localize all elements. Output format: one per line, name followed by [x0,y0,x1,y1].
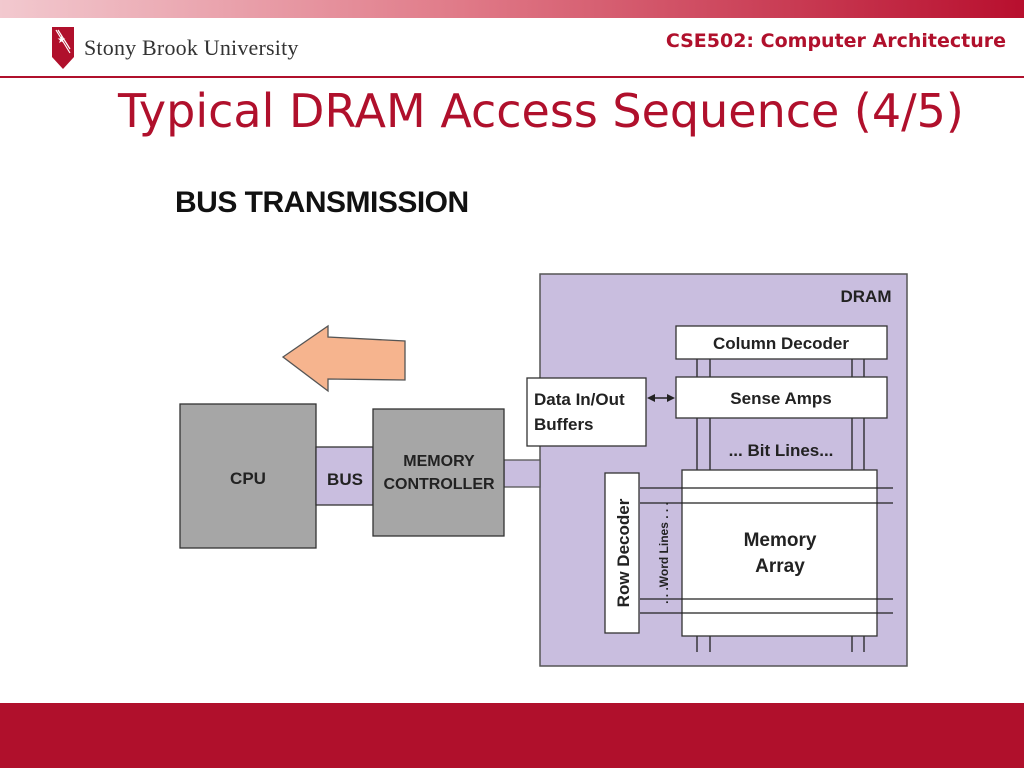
university-name: Stony Brook University [84,35,299,60]
memory-controller-label-line1: MEMORY [403,453,475,470]
dram-bus-connector [504,460,540,487]
memory-array-label-line1: Memory [743,530,817,551]
cpu-label: CPU [230,469,266,488]
section-heading: BUS TRANSMISSION [175,186,469,219]
sense-amps-label: Sense Amps [730,389,832,408]
data-buffers-box [527,378,646,446]
footer-band [0,703,1024,768]
memory-controller-label-line2: CONTROLLER [383,476,495,493]
memory-array-box [682,470,877,636]
bus-label: BUS [327,470,363,489]
column-decoder-label: Column Decoder [712,334,850,353]
data-buffers-label-line2: Buffers [534,415,594,434]
memory-controller-box [373,409,504,536]
data-buffers-label-line1: Data In/Out [534,390,625,409]
course-title: CSE502: Computer Architecture [665,30,1006,52]
row-decoder-label: Row Decoder [614,498,633,608]
memory-array-label-line2: Array [755,556,805,577]
dram-label: DRAM [840,287,892,306]
svg-text:★: ★ [57,35,66,46]
transmission-arrow-icon [283,326,405,391]
bit-lines-label: ... Bit Lines... [728,441,834,460]
word-lines-label: . . .Word Lines . . . [657,502,671,604]
slide-title: Typical DRAM Access Sequence (4/5) [118,84,964,138]
